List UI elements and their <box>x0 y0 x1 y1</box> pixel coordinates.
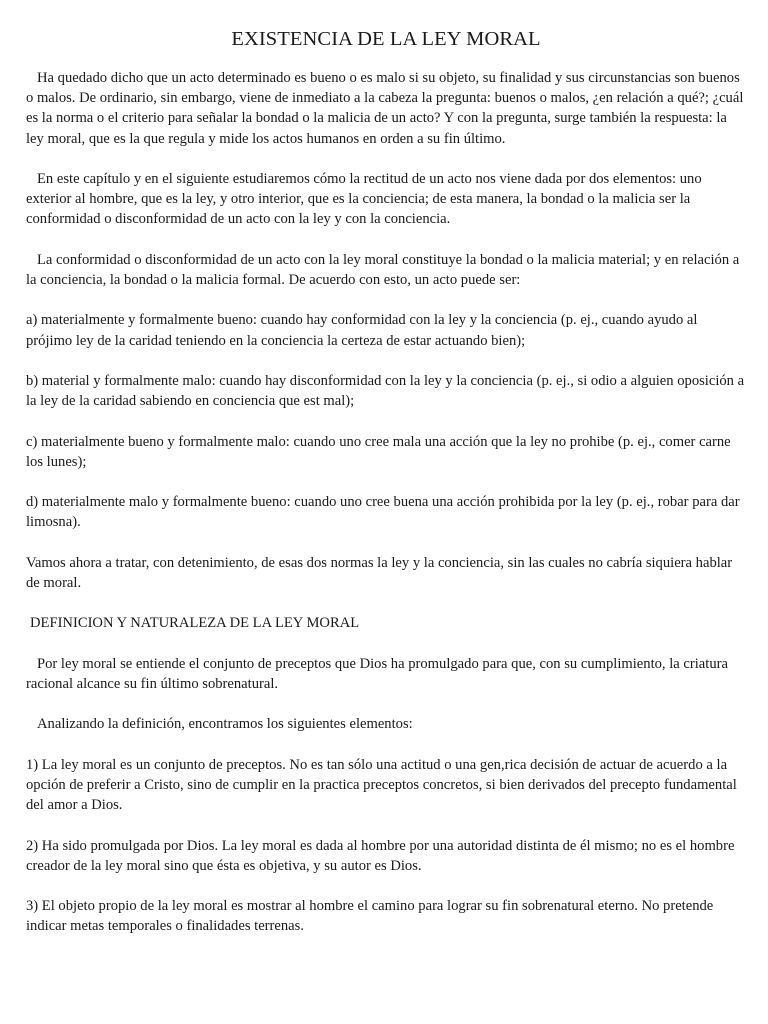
element-1-paragraph: 1) La ley moral es un conjunto de preceptos. No es tan sólo una actitud o una gen,rica decisión de actuar de acuerdo a la opción de preferir a Cristo, sino de cumplir en la practica preceptos concretos, si bien derivados del precepto fundamental del amor a Dios. <box>26 756 737 814</box>
document-title: EXISTENCIA DE LA LEY MORAL <box>231 28 541 50</box>
element-3-paragraph: 3) El objeto propio de la ley moral es mostrar al hombre el camino para lograr su fin sobrenatural eterno. No pretende indicar metas temporales o finalidades terrenas. <box>26 898 714 935</box>
intro-paragraph-2: En este capítulo y en el siguiente estudiaremos cómo la rectitud de un acto nos viene dada por dos elementos: uno exterior al hombre, que es la ley, y otro interior, que es la conciencia; de esta manera, la bondad o la malicia ser la conformidad o disconformidad de un acto con la ley y con la conciencia. <box>26 171 702 228</box>
case-a-paragraph: a) materialmente y formalmente bueno: cuando hay conformidad con la ley y la conciencia (p. ej., cuando ayudo al prójimo ley de la caridad teniendo en la conciencia la certeza de estar actuando bien); <box>26 312 698 349</box>
case-d-paragraph: d) materialmente malo y formalmente bueno: cuando uno cree buena una acción prohibida por la ley (p. ej., robar para dar limosna). <box>26 494 740 531</box>
intro-paragraph-3: La conformidad o disconformidad de un acto con la ley moral constituye la bondad o la malicia material; y en relación a la conciencia, la bondad o la malicia formal. De acuerdo con esto, un acto puede ser: <box>26 251 740 288</box>
definition-paragraph: Por ley moral se entiende el conjunto de preceptos que Dios ha promulgado para que, con su cumplimiento, la criatura racional alcance su fin último sobrenatural. <box>26 655 728 692</box>
closing-paragraph: Vamos ahora a tratar, con detenimiento, de esas dos normas la ley y la conciencia, sin las cuales no cabría siquiera hablar de moral. <box>26 554 733 591</box>
document-page <box>26 26 746 957</box>
analysis-paragraph: Analizando la definición, encontramos los siguientes elementos: <box>37 716 413 733</box>
section-heading: DEFINICION Y NATURALEZA DE LA LEY MORAL <box>30 615 360 632</box>
case-c-paragraph: c) materialmente bueno y formalmente malo: cuando uno cree mala una acción que la ley no prohibe (p. ej., comer carne los lunes); <box>26 433 731 470</box>
case-b-paragraph: b) material y formalmente malo: cuando hay disconformidad con la ley y la conciencia (p. ej., si odio a alguien oposición a la ley de la caridad sabiendo en conciencia que est mal); <box>26 372 745 410</box>
intro-paragraph-1: Ha quedado dicho que un acto determinado es bueno o es malo si su objeto, su finalidad y sus circunstancias son buenos o malos. De ordinario, sin embargo, viene de inmediato a la cabeza la pregunta: buenos o malos, ¿en relación a qué?; ¿cuál es la norma o el criterio para señalar la bondad o la malicia de un acto? Y con la pregunta, surge también la respuesta: la ley moral, que es la que regula y mide los actos humanos en orden a su fin último. <box>26 70 744 147</box>
element-2-paragraph: 2) Ha sido promulgada por Dios. La ley moral es dada al hombre por una autoridad distinta de él mismo; no es el hombre creador de la ley moral sino que ésta es objetiva, y su autor es Dios. <box>26 837 735 874</box>
